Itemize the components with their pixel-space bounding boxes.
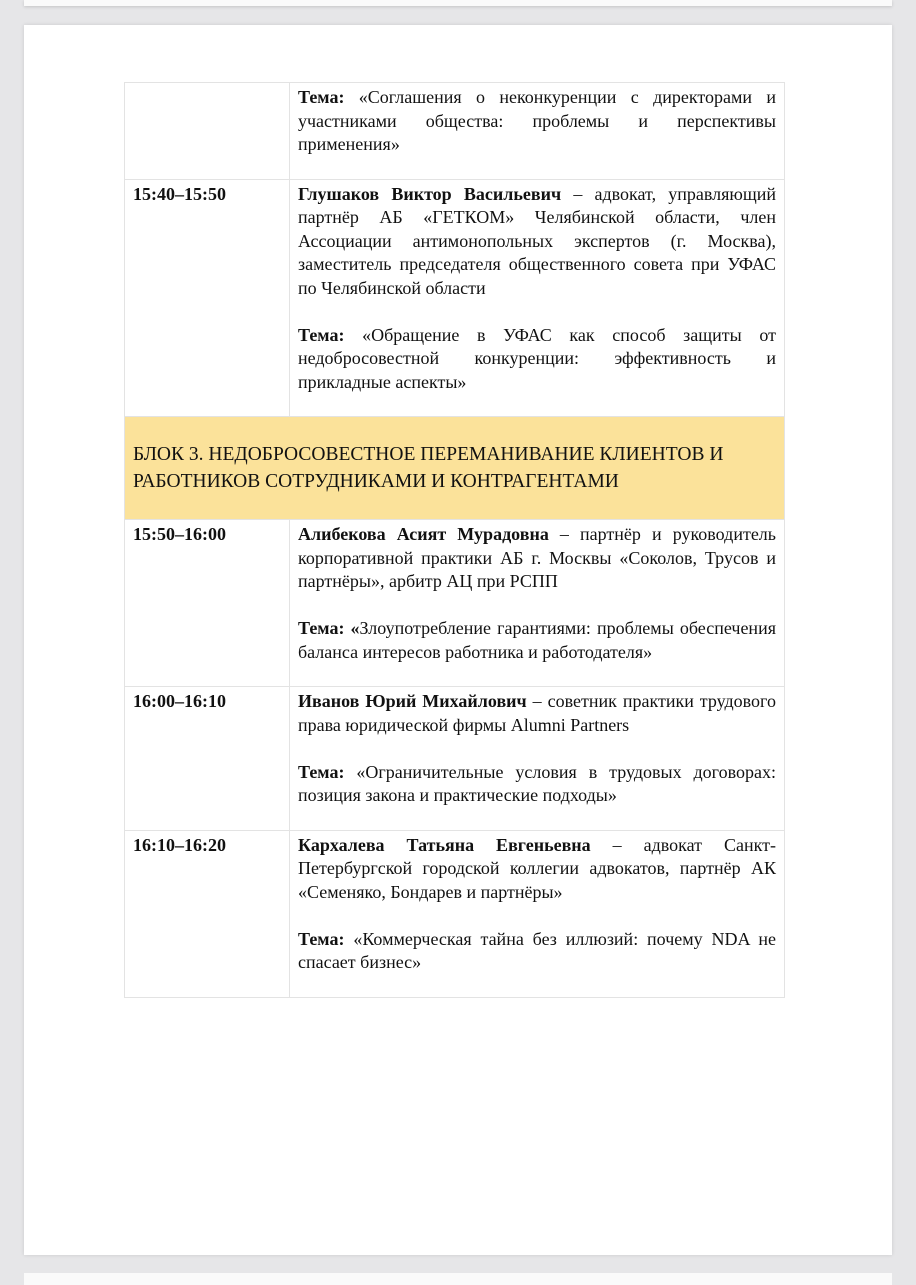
time-slot: 15:50–16:00 [133,524,226,544]
topic [298,86,776,157]
topic [298,617,776,664]
speaker-name: Иванов Юрий Михайлович [298,691,527,711]
speaker [298,183,776,301]
speaker-description: – партнёр и руководитель корпоративной практики АБ г. Москвы «Соколов, Трусов и партнёры», арбитр АЦ при РСПП [298,524,776,591]
content-cell [290,179,785,417]
topic-text: «Обращение в УФАС как способ защиты от недобросовестной конкуренции: эффективность и прикладные аспекты» [298,324,776,392]
table-row [125,687,785,831]
time-slot: 16:00–16:10 [133,691,226,711]
block-header-row [125,417,785,520]
speaker-description: – адвокат, управляющий партнёр АБ «ГЕТКОМ» Челябинской области, член Ассоциации антимонопольных экспертов (г. Москва), заместитель председателя общественного совета при УФАС по Челябинской области [298,183,776,298]
topic-label: Тема: [298,324,345,345]
topic [298,761,776,808]
time-cell [125,83,290,180]
time-cell [125,687,290,831]
time-cell [125,830,290,997]
table-row [125,520,785,687]
speaker-description: – советник практики трудового права юридической фирмы Alumni Partners [298,691,776,735]
time-cell [125,179,290,417]
table-row [125,179,785,417]
content-cell [290,520,785,687]
topic-label: Тема: « [298,618,360,638]
speaker-name: Алибекова Асият Мурадовна [298,524,549,544]
topic [298,324,776,395]
content-cell [290,830,785,997]
block-title: БЛОК 3. НЕДОБРОСОВЕСТНОЕ ПЕРЕМАНИВАНИЕ КЛИЕНТОВ И РАБОТНИКОВ СОТРУДНИКАМИ И КОНТРАГЕНТАМИ [125,417,785,520]
speaker [298,834,776,905]
topic-text: «Коммерческая тайна без иллюзий: почему NDA не спасает бизнес» [298,928,776,972]
speaker [298,690,776,737]
content-cell [290,83,785,180]
topic-text: «Ограничительные условия в трудовых договорах: позиция закона и практические подходы» [298,761,776,805]
next-page-edge [24,1273,892,1285]
topic-text: Злоупотребление гарантиями: проблемы обеспечения баланса интересов работника и работодателя» [298,618,776,662]
content-cell [290,687,785,831]
time-slot [133,83,283,86]
table-row [125,83,785,180]
speaker-name: Глушаков Виктор Васильевич [298,183,562,204]
topic-text: «Соглашения о неконкуренции с директорами и участниками общества: проблемы и перспективы применения» [298,87,776,154]
topic-label: Тема: [298,761,345,782]
speaker-description: – адвокат Санкт-Петербургской городской коллегии адвокатов, партнёр АК «Семеняко, Бондарев и партнёры» [298,834,776,902]
table-row [125,830,785,997]
speaker-name: Кархалева Татьяна Евгеньевна [298,834,591,855]
schedule-table [124,82,785,998]
time-slot: 15:40–15:50 [133,183,226,204]
topic-label: Тема: [298,928,345,949]
time-cell [125,520,290,687]
time-slot: 16:10–16:20 [133,834,226,855]
speaker [298,523,776,594]
topic-label: Тема: [298,87,345,107]
previous-page-edge [24,0,892,6]
topic [298,928,776,975]
